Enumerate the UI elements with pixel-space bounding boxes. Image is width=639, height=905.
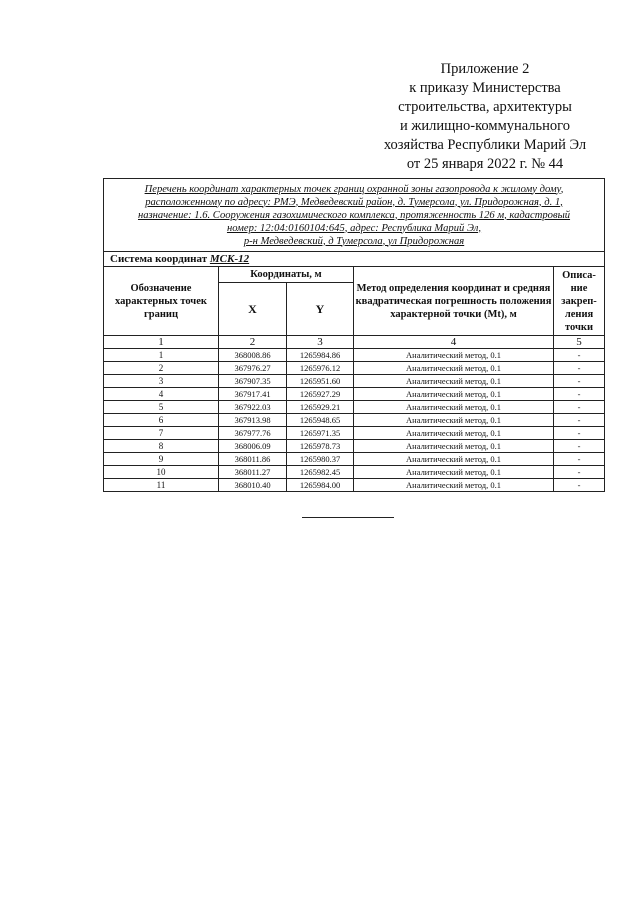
header-coordinates: Координаты, м bbox=[219, 267, 354, 283]
column-number: 2 bbox=[219, 336, 287, 349]
header-y: Y bbox=[287, 283, 354, 336]
cell-description: - bbox=[554, 466, 605, 479]
cell-y: 1265976.12 bbox=[287, 362, 354, 375]
cell-method: Аналитический метод, 0.1 bbox=[354, 375, 554, 388]
column-number: 3 bbox=[287, 336, 354, 349]
cell-y: 1265978.73 bbox=[287, 440, 354, 453]
cell-description: - bbox=[554, 401, 605, 414]
cell-method: Аналитический метод, 0.1 bbox=[354, 414, 554, 427]
cell-point: 3 bbox=[104, 375, 219, 388]
cell-point: 7 bbox=[104, 427, 219, 440]
cell-description: - bbox=[554, 453, 605, 466]
coordinates-table bbox=[103, 178, 605, 492]
cell-x: 367913.98 bbox=[219, 414, 287, 427]
cell-point: 1 bbox=[104, 349, 219, 362]
cell-x: 368008.86 bbox=[219, 349, 287, 362]
header-method: Метод определения координат и средняя квадратическая погрешность положения характерной точки (Mt), м bbox=[354, 267, 554, 336]
column-number: 1 bbox=[104, 336, 219, 349]
cell-description: - bbox=[554, 427, 605, 440]
table-row bbox=[104, 414, 605, 427]
cell-y: 1265984.00 bbox=[287, 479, 354, 492]
cell-point: 10 bbox=[104, 466, 219, 479]
cell-point: 9 bbox=[104, 453, 219, 466]
cell-x: 368011.27 bbox=[219, 466, 287, 479]
cell-y: 1265980.37 bbox=[287, 453, 354, 466]
column-numbers-row bbox=[104, 336, 605, 349]
cell-method: Аналитический метод, 0.1 bbox=[354, 362, 554, 375]
table-row bbox=[104, 375, 605, 388]
cell-x: 367922.03 bbox=[219, 401, 287, 414]
header-point: Обозначение характерных точек границ bbox=[104, 267, 219, 336]
column-number: 5 bbox=[554, 336, 605, 349]
table-description bbox=[104, 179, 605, 252]
table-row bbox=[104, 453, 605, 466]
cell-x: 367977.76 bbox=[219, 427, 287, 440]
appendix-line: и жилищно-коммунального bbox=[399, 118, 571, 134]
cell-description: - bbox=[554, 349, 605, 362]
cell-y: 1265929.21 bbox=[287, 401, 354, 414]
bottom-rule bbox=[302, 517, 394, 518]
cell-y: 1265971.35 bbox=[287, 427, 354, 440]
cell-description: - bbox=[554, 362, 605, 375]
cell-point: 8 bbox=[104, 440, 219, 453]
description-line: номер: 12:04:0160104:645, адрес: Республика Марий Эл, bbox=[226, 222, 482, 234]
cell-y: 1265948.65 bbox=[287, 414, 354, 427]
header-description: Описа-ние закреп-ления точки bbox=[554, 267, 605, 336]
column-number: 4 bbox=[354, 336, 554, 349]
cell-description: - bbox=[554, 388, 605, 401]
coordinate-system-row bbox=[104, 252, 605, 267]
table-row bbox=[104, 362, 605, 375]
cell-y: 1265927.29 bbox=[287, 388, 354, 401]
header-x: X bbox=[219, 283, 287, 336]
cell-description: - bbox=[554, 414, 605, 427]
cell-description: - bbox=[554, 479, 605, 492]
cell-x: 368006.09 bbox=[219, 440, 287, 453]
cell-point: 11 bbox=[104, 479, 219, 492]
cell-method: Аналитический метод, 0.1 bbox=[354, 453, 554, 466]
cell-x: 367917.41 bbox=[219, 388, 287, 401]
appendix-line: строительства, архитектуры bbox=[398, 99, 572, 115]
cell-method: Аналитический метод, 0.1 bbox=[354, 466, 554, 479]
table-row bbox=[104, 440, 605, 453]
cell-y: 1265984.86 bbox=[287, 349, 354, 362]
table-row bbox=[104, 349, 605, 362]
table-row bbox=[104, 388, 605, 401]
table-row bbox=[104, 479, 605, 492]
cell-x: 367907.35 bbox=[219, 375, 287, 388]
cell-method: Аналитический метод, 0.1 bbox=[354, 440, 554, 453]
cell-point: 6 bbox=[104, 414, 219, 427]
description-line: назначение: 1.6. Сооружения газохимического комплекса, протяженность 126 м, кадастровый bbox=[137, 209, 571, 221]
cell-method: Аналитический метод, 0.1 bbox=[354, 401, 554, 414]
coordinate-system-name: МСК-12 bbox=[209, 253, 250, 265]
description-line: р-н Медведевский, д Тумерсола, ул Придорожная bbox=[243, 235, 465, 247]
description-line: Перечень координат характерных точек границ охранной зоны газопровода к жилому дому, bbox=[144, 183, 564, 195]
cell-y: 1265951.60 bbox=[287, 375, 354, 388]
cell-x: 367976.27 bbox=[219, 362, 287, 375]
appendix-line: к приказу Министерства bbox=[409, 80, 561, 96]
cell-point: 4 bbox=[104, 388, 219, 401]
cell-point: 5 bbox=[104, 401, 219, 414]
cell-y: 1265982.45 bbox=[287, 466, 354, 479]
cell-description: - bbox=[554, 375, 605, 388]
coordinate-system-label: Система координат bbox=[110, 253, 208, 265]
table-row bbox=[104, 401, 605, 414]
table-body bbox=[104, 349, 605, 492]
cell-method: Аналитический метод, 0.1 bbox=[354, 349, 554, 362]
cell-description: - bbox=[554, 440, 605, 453]
table-row bbox=[104, 466, 605, 479]
cell-point: 2 bbox=[104, 362, 219, 375]
cell-x: 368011.86 bbox=[219, 453, 287, 466]
table-row bbox=[104, 427, 605, 440]
appendix-line: хозяйства Республики Марий Эл bbox=[383, 137, 587, 153]
description-line: расположенному по адресу: РМЭ, Медведевский район, д. Тумерсола, ул. Придорожная, д. 1, bbox=[145, 196, 563, 208]
cell-method: Аналитический метод, 0.1 bbox=[354, 388, 554, 401]
appendix-line: от 25 января 2022 г. № 44 bbox=[406, 156, 564, 172]
cell-method: Аналитический метод, 0.1 bbox=[354, 427, 554, 440]
appendix-line: Приложение 2 bbox=[440, 61, 530, 77]
cell-x: 368010.40 bbox=[219, 479, 287, 492]
cell-method: Аналитический метод, 0.1 bbox=[354, 479, 554, 492]
appendix-header bbox=[360, 60, 610, 174]
